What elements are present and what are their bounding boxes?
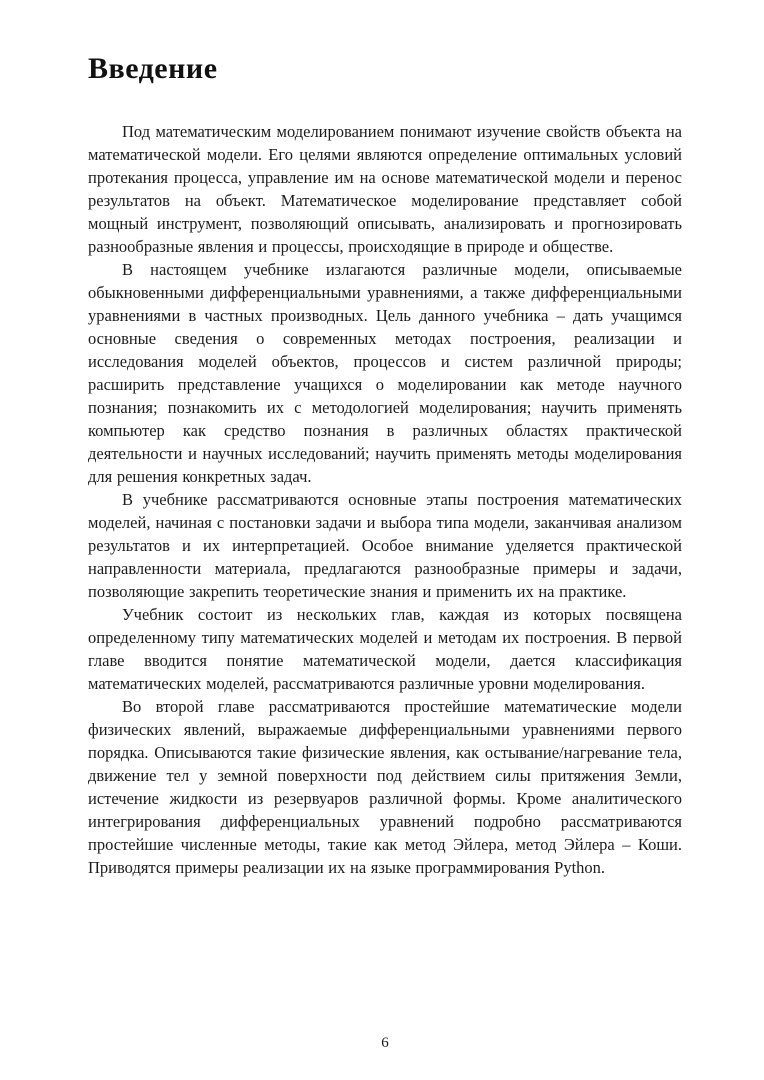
chapter-title: Введение xyxy=(88,52,218,85)
page-footer xyxy=(88,1034,682,1052)
paragraph: Во второй главе рассматриваются простейшие математические модели физических явлений, выражаемые дифференциальными уравнениями первого порядка. Описываются такие физические явления, как остывание/нагревание тела, движение тел у земной поверхности под действием силы притяжения Земли, истечение жидкости из резервуаров различной формы. Кроме аналитического интегрирования дифференциальных уравнений подробно рассматриваются простейшие численные методы, такие как метод Эйлера, метод Эйлера – Коши. Приводятся примеры реализации их на языке программирования Python. xyxy=(88,697,682,877)
paragraph: Учебник состоит из нескольких глав, каждая из которых посвящена определенному типу математических моделей и методам их построения. В первой главе вводится понятие математической модели, дается классификация математических моделей, рассматриваются различные уровни моделирования. xyxy=(88,605,682,693)
page-content xyxy=(88,52,682,879)
paragraph: В учебнике рассматриваются основные этапы построения математических моделей, начиная с постановки задачи и выбора типа модели, заканчивая анализом результатов и их интерпретацией. Особое внимание уделяется практической направленности материала, предлагаются разнообразные примеры и задачи, позволяющие закрепить теоретические знания и применить их на практике. xyxy=(88,490,682,601)
paragraph: В настоящем учебнике излагаются различные модели, описываемые обыкновенными дифференциальными уравнениями, а также дифференциальными уравнениями в частных производных. Цель данного учебника – дать учащимся основные сведения о современных методах построения, реализации и исследования моделей объектов, процессов и систем различной природы; расширить представление учащихся о моделировании как методе научного познания; познакомить их с методологией моделирования; научить применять компьютер как средство познания в различных областях практической деятельности и научных исследований; научить применять методы моделирования для решения конкретных задач. xyxy=(88,260,682,486)
page-number: 6 xyxy=(381,1035,389,1051)
page-body xyxy=(88,120,682,879)
paragraph: Под математическим моделированием понимают изучение свойств объекта на математической модели. Его целями являются определение оптимальных условий протекания процесса, управление им на основе математической модели и перенос результатов на объект. Математическое моделирование представляет собой мощный инструмент, позволяющий описывать, анализировать и прогнозировать разнообразные явления и процессы, происходящие в природе и обществе. xyxy=(88,122,682,256)
